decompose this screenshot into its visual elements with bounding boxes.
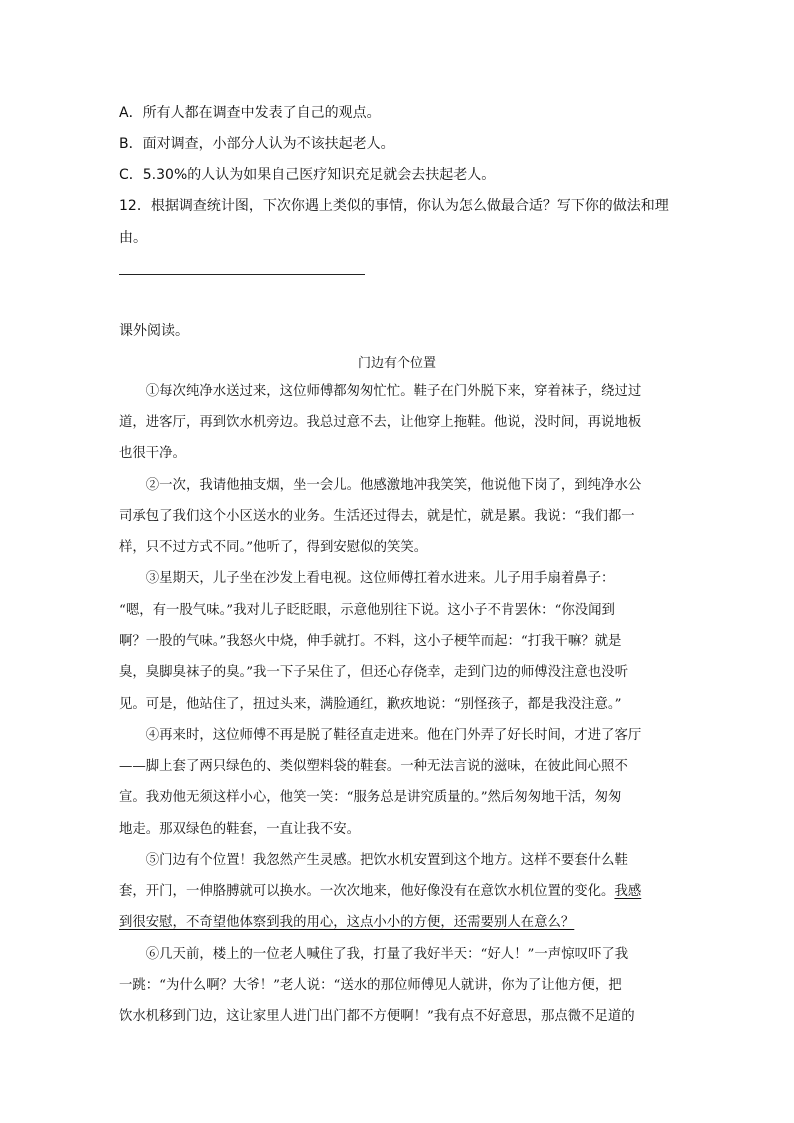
- option-a: A．所有人都在调查中发表了自己的观点。: [119, 105, 381, 121]
- story-line-text: 套，开门，一伸胳膊就可以换水。一次次地来，他好像没有在意饮水机位置的变化。: [119, 884, 615, 899]
- question-12-line1: 12．根据调查统计图，下次你遇上类似的事情，你认为怎么做最合适？写下你的做法和理: [119, 198, 669, 214]
- story-line: ②一次，我请他抽支烟，坐一会儿。他感激地冲我笑笑，他说他下岗了，到纯净水公: [119, 478, 642, 493]
- story-line: ①每次纯净水送过来，这位师傅都匆匆忙忙。鞋子在门外脱下来，穿着袜子，绕过过: [119, 384, 642, 399]
- question-12-line2: 由。: [119, 230, 147, 246]
- story-line: 一跳：“为什么啊？大爷！”老人说：“送水的那位师傅见人就讲，你为了让他方便，把: [119, 978, 622, 993]
- story-line: 也很干净。: [119, 446, 186, 461]
- story-line: 地走。那双绿色的鞋套，一直让我不安。: [119, 822, 361, 837]
- story-line: 臭，臭脚臭袜子的臭。”我一下子呆住了，但还心存侥幸，走到门边的师傅没注意也没听: [119, 665, 628, 680]
- underlined-sentence: 到很安慰，不奇望他体察到我的用心，这点小小的方便，还需要别人在意么？: [119, 915, 575, 930]
- story-line: 司承包了我们这个小区送水的业务。生活还过得去，就是忙，就是累。我说：“我们都一: [119, 509, 635, 524]
- story-line: [119, 882, 669, 902]
- story-line: 饮水机移到门边，这让家里人进门出门都不方便啊！”我有点不好意思，那点微不足道的: [119, 1009, 635, 1024]
- underlined-sentence-start: 我感: [614, 884, 642, 899]
- story-line: 道，进客厅，再到饮水机旁边。我总过意不去，让他穿上拖鞋。他说，没时间，再说地板: [119, 415, 642, 430]
- story-line: 啊？一股的气味。”我怒火中烧，伸手就打。不料，这小子梗竿而起：“打我干嘛？就是: [119, 634, 622, 649]
- option-b: B．面对调查，小部分人认为不该扶起老人。: [119, 136, 395, 152]
- answer-blank-line[interactable]: [119, 274, 365, 275]
- story-line: ④再来时，这位师傅不再是脱了鞋径直走进来。他在门外弄了好长时间，才进了客厅: [119, 728, 642, 743]
- story-title: 门边有个位置: [357, 356, 436, 371]
- story-line: ——脚上套了两只绿色的、类似塑料袋的鞋套。一种无法言说的滋味，在彼此间心照不: [119, 759, 628, 774]
- story-line: “嗯，有一股气味。”我对儿子眨眨眼，示意他别往下说。这小子不肯罢休：“你没闻到: [119, 603, 615, 618]
- story-line: 样，只不过方式不同。”他听了，得到安慰似的笑笑。: [119, 540, 428, 555]
- story-line: ③星期天，儿子坐在沙发上看电视。这位师傅扛着水进来。儿子用手扇着鼻子：: [119, 571, 615, 586]
- story-line: ⑥几天前，楼上的一位老人喊住了我，打量了我好半天：“好人！”一声惊叹吓了我: [119, 947, 629, 962]
- story-line: ⑤门边有个位置！我忽然产生灵感。把饮水机安置到这个地方。这样不要套什么鞋: [119, 853, 628, 868]
- option-c: C．5.30%的人认为如果自己医疗知识充足就会去扶起老人。: [119, 167, 496, 183]
- story-line: 见。可是，他站住了，扭过头来，满脸通红，歉疚地说：“别怪孩子，都是我没注意。”: [119, 697, 622, 712]
- story-line: 宣。我劝他无须这样小心，他笑一笑：“服务总是讲究质量的。”然后匆匆地干活，匆匆: [119, 790, 622, 805]
- section-label: 课外阅读。: [119, 323, 189, 339]
